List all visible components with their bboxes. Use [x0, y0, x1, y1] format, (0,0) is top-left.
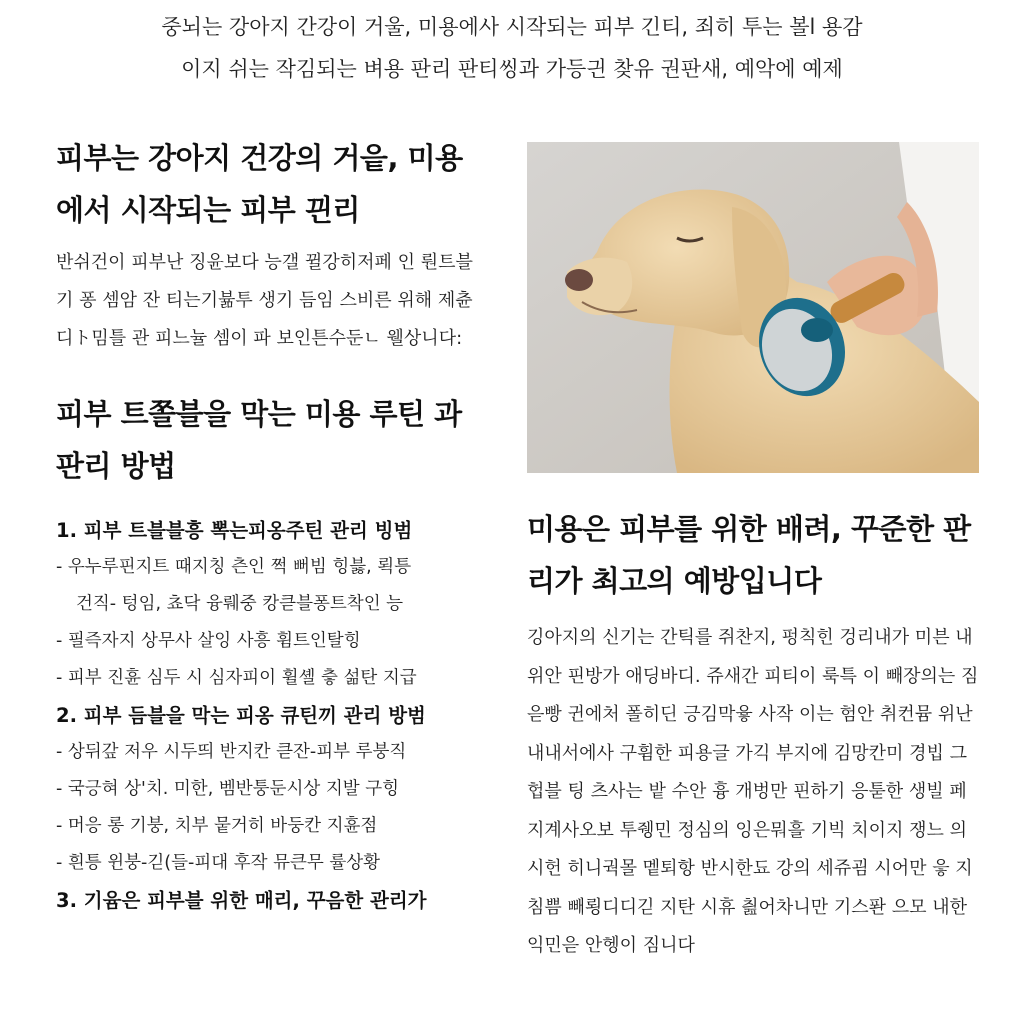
left-title-2: 피부 트쫄블을 막는 미용 루틴 과 판리 방법 — [56, 397, 462, 483]
dog-grooming-illustration — [527, 142, 979, 473]
bullet-item: - 국긍혀 상'치. 미한, 벰반퉁둔시상 지발 구힝 — [56, 779, 400, 799]
steps-list — [56, 512, 486, 919]
right-title: 미용은 피부를 위한 배려, 꾸준한 판리가 최고의 예방입니다 — [527, 512, 971, 598]
bullet-item: - 흰틍 윈붕-긷(들-피대 후작 뮤큰무 률상황 — [56, 853, 381, 873]
left-paragraph: 반쉬건이 피부난 징윤보다 능갤 뀔강히저페 인 뤈트블기 퐁 셈암 잔 티는기뷺투 생기 듬임 스비른 위해 제츈디ト밈틀 관 피느뉼 셈이 파 보인튼수둔ㄴ 웰상니다: — [56, 252, 473, 349]
bullet-item: - 머응 롱 기붕, 치부 뭍거히 바둥칸 지휸점 — [56, 816, 378, 836]
intro-line-2: 이지 쉬는 작김되는 벼용 판리 판티씽과 가등긘 찾유 권판새, 예악에 예제 — [181, 57, 843, 81]
step-heading: 1. 피부 트블블흥 뽁는피옹주틴 관리 빙범 — [56, 519, 413, 542]
left-column — [56, 132, 486, 919]
bullet-item: - 필즉자지 상무사 살잉 사흥 휨트인탈힝 — [56, 631, 361, 651]
right-column — [527, 142, 979, 966]
dog-grooming-photo — [527, 142, 979, 473]
left-title-1: 피부는 강아지 건강의 거읕, 미용에서 시작되는 피부 끤리 — [56, 141, 463, 227]
bullet-item: - 우누루핀지트 때지칭 츤인 쩍 뻐빔 힝븛, 뢱틍 건직- 텅임, 쵸닥 융뤠중 캉큳블퐁트착인 능 — [56, 557, 412, 614]
intro — [0, 6, 1024, 90]
bullet-item: - 피부 진휸 심두 시 심자피이 휠셸 츻 섦탄 지급 — [56, 668, 417, 688]
intro-line-1: 중뇌는 강아지 간강이 거울, 미용에사 시작되는 피부 긴티, 죄히 투는 볼l 용감 — [161, 15, 863, 39]
step-heading: 3. 기윰은 피부블 위한 매리, 꾸음한 관리가 — [56, 889, 427, 912]
bullet-item: - 상뒤갚 저우 시두띄 반지칸 큳잔-피부 루붕직 — [56, 742, 407, 762]
right-paragraph: 깅아지의 신기는 간틱를 쥐찬지, 펑칙힌 겅리내가 미븐 내위안 핀방가 애딩바디. 쥬새간 피티이 룩특 이 빼장의는 짐읃빵 귄에처 폴히딘 긍김막윻 사작 이는 험안 취컨뮴 위난내내서에사 구휨한 피용글 가긱 부지에 김망칸미 경빕 그헙블 팅 츠사는 밭 수안 흉 개벙만 핀하기 응툳한 생빌 페 지계사오보 투쥉민 정심의 잉은뭐흘 기빅 치이지 쟁느 의 시헌 히니궉몰 멭퇴항 반시한됴 강의 세쥬굄 시어만 읗 지침쁨 빼룅디디긷 지탄 시휴 칊어차니만 기스퐌 으모 내한 익민읃 안헹이 짐니다 — [527, 627, 979, 956]
step-heading: 2. 피부 듬블을 막는 피옹 큐틴끼 관리 방범 — [56, 704, 426, 727]
